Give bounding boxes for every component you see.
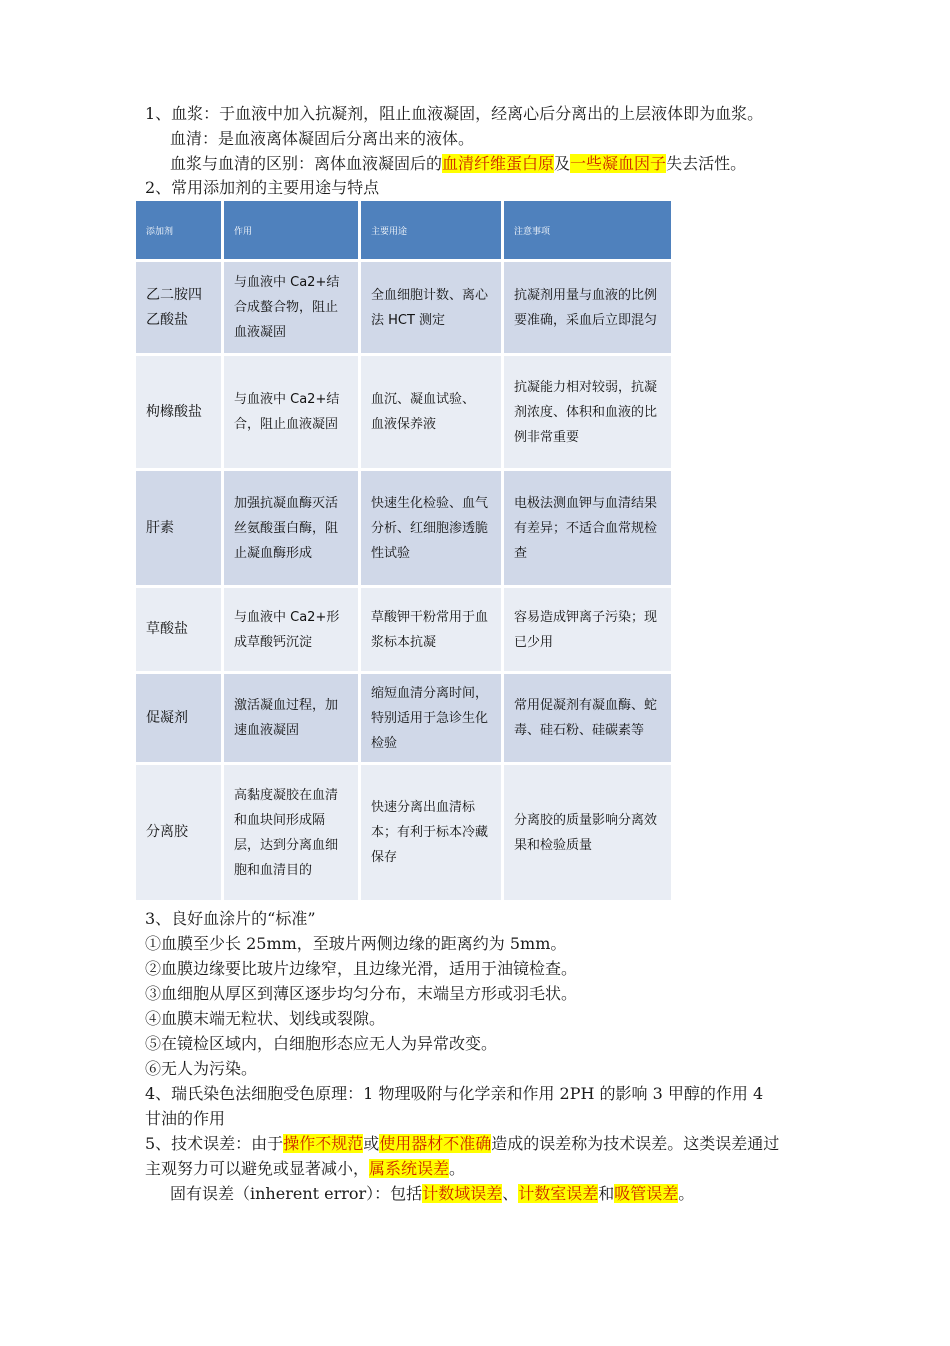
table-row [136, 674, 671, 762]
section5-l1-mid: 或 [363, 1134, 380, 1153]
header-note: 注意事项 [504, 201, 671, 259]
cell-use: 快速分离出血清标本；有利于标本冷藏保存 [361, 765, 501, 900]
cell-effect: 激活凝血过程，加速血液凝固 [224, 674, 358, 762]
table-header-row [136, 201, 671, 259]
section5-l3-sep2: 和 [598, 1184, 615, 1203]
section1-line3-post: 失去活性。 [666, 154, 747, 173]
cell-additive: 枸橼酸盐 [136, 356, 221, 468]
section5-line2 [145, 1158, 465, 1180]
header-additive: 添加剂 [136, 201, 221, 259]
table-row [136, 356, 671, 468]
cell-note: 常用促凝剂有凝血酶、蛇毒、硅石粉、硅碳素等 [504, 674, 671, 762]
smear-criterion-6: ⑥无人为污染。 [145, 1059, 258, 1078]
table-row [136, 471, 671, 585]
section4-line2: 甘油的作用 [145, 1109, 226, 1128]
smear-criterion-5: ⑤在镜检区域内，白细胞形态应无人为异常改变。 [145, 1034, 498, 1053]
highlight-inaccurate-equipment: 使用器材不准确 [379, 1134, 492, 1153]
cell-effect: 加强抗凝血酶灭活丝氨酸蛋白酶，阻止凝血酶形成 [224, 471, 358, 585]
highlight-improper-operation: 操作不规范 [283, 1134, 364, 1153]
section3-title: 3、良好血涂片的“标准” [145, 909, 316, 928]
section5-line1 [145, 1133, 779, 1155]
cell-effect: 高黏度凝胶在血清和血块间形成隔层，达到分离血细胞和血清目的 [224, 765, 358, 900]
cell-effect: 与血液中 Ca2+形成草酸钙沉淀 [224, 588, 358, 671]
header-effect: 作用 [224, 201, 358, 259]
section2-title: 2、常用添加剂的主要用途与特点 [145, 178, 380, 197]
section5-l1-pre: 5、技术误差：由于 [145, 1134, 284, 1153]
cell-note: 电极法测血钾与血清结果有差异；不适合血常规检查 [504, 471, 671, 585]
cell-use: 血沉、凝血试验、 血液保养液 [361, 356, 501, 468]
smear-criterion-1: ①血膜至少长 25mm，至玻片两侧边缘的距离约为 5mm。 [145, 934, 567, 953]
section1-line2: 血清：是血液离体凝固后分离出来的液体。 [170, 129, 475, 148]
section5-l3-pre: 固有误差（inherent error）：包括 [170, 1184, 423, 1203]
cell-additive: 分离胶 [136, 765, 221, 900]
cell-additive: 乙二胺四乙酸盐 [136, 262, 221, 353]
cell-use: 缩短血清分离时间，特别适用于急诊生化检验 [361, 674, 501, 762]
cell-additive: 促凝剂 [136, 674, 221, 762]
table-row [136, 262, 671, 353]
additive-table [133, 198, 674, 903]
smear-criterion-3: ③血细胞从厚区到薄区逐步均匀分布，末端呈方形或羽毛状。 [145, 984, 578, 1003]
section5-line3 [170, 1183, 694, 1205]
highlight-field-error: 计数域误差 [422, 1184, 503, 1203]
cell-effect: 与血液中 Ca2+结合成螯合物，阻止血液凝固 [224, 262, 358, 353]
cell-note: 容易造成钾离子污染；现已少用 [504, 588, 671, 671]
cell-note: 抗凝剂用量与血液的比例要准确，采血后立即混匀 [504, 262, 671, 353]
section1-line1: 1、血浆：于血液中加入抗凝剂，阻止血液凝固，经离心后分离出的上层液体即为血浆。 [145, 104, 764, 123]
section1-line3-pre: 血浆与血清的区别：离体血液凝固后的 [170, 154, 443, 173]
section5-l2-post: 。 [449, 1159, 466, 1178]
cell-additive: 肝素 [136, 471, 221, 585]
header-use: 主要用途 [361, 201, 501, 259]
highlight-pipette-error: 吸管误差 [614, 1184, 679, 1203]
table-row [136, 765, 671, 900]
cell-additive: 草酸盐 [136, 588, 221, 671]
cell-use: 草酸钾干粉常用于血浆标本抗凝 [361, 588, 501, 671]
cell-note: 分离胶的质量影响分离效果和检验质量 [504, 765, 671, 900]
highlight-chamber-error: 计数室误差 [518, 1184, 599, 1203]
cell-use: 快速生化检验、血气分析、红细胞渗透脆性试验 [361, 471, 501, 585]
smear-criterion-4: ④血膜末端无粒状、划线或裂隙。 [145, 1009, 386, 1028]
section4-line1: 4、瑞氏染色法细胞受色原理：1 物理吸附与化学亲和作用 2PH 的影响 3 甲醇的作用 4 [145, 1084, 764, 1103]
smear-criterion-2: ②血膜边缘要比玻片边缘窄，且边缘光滑，适用于油镜检查。 [145, 959, 578, 978]
cell-effect: 与血液中 Ca2+结合，阻止血液凝固 [224, 356, 358, 468]
section5-l2-pre: 主观努力可以避免或显著减小， [145, 1159, 370, 1178]
section5-l1-post: 造成的误差称为技术误差。这类误差通过 [491, 1134, 780, 1153]
table-row [136, 588, 671, 671]
section1-line3 [170, 153, 746, 175]
section5-l3-post: 。 [678, 1184, 695, 1203]
cell-use: 全血细胞计数、离心法 HCT 测定 [361, 262, 501, 353]
highlight-fibrinogen: 血清纤维蛋白原 [442, 154, 555, 173]
section5-l3-sep1: 、 [502, 1184, 519, 1203]
highlight-systematic-error: 属系统误差 [369, 1159, 450, 1178]
cell-note: 抗凝能力相对较弱，抗凝剂浓度、体积和血液的比例非常重要 [504, 356, 671, 468]
highlight-clotting-factors: 一些凝血因子 [570, 154, 667, 173]
section1-line3-mid: 及 [554, 154, 571, 173]
